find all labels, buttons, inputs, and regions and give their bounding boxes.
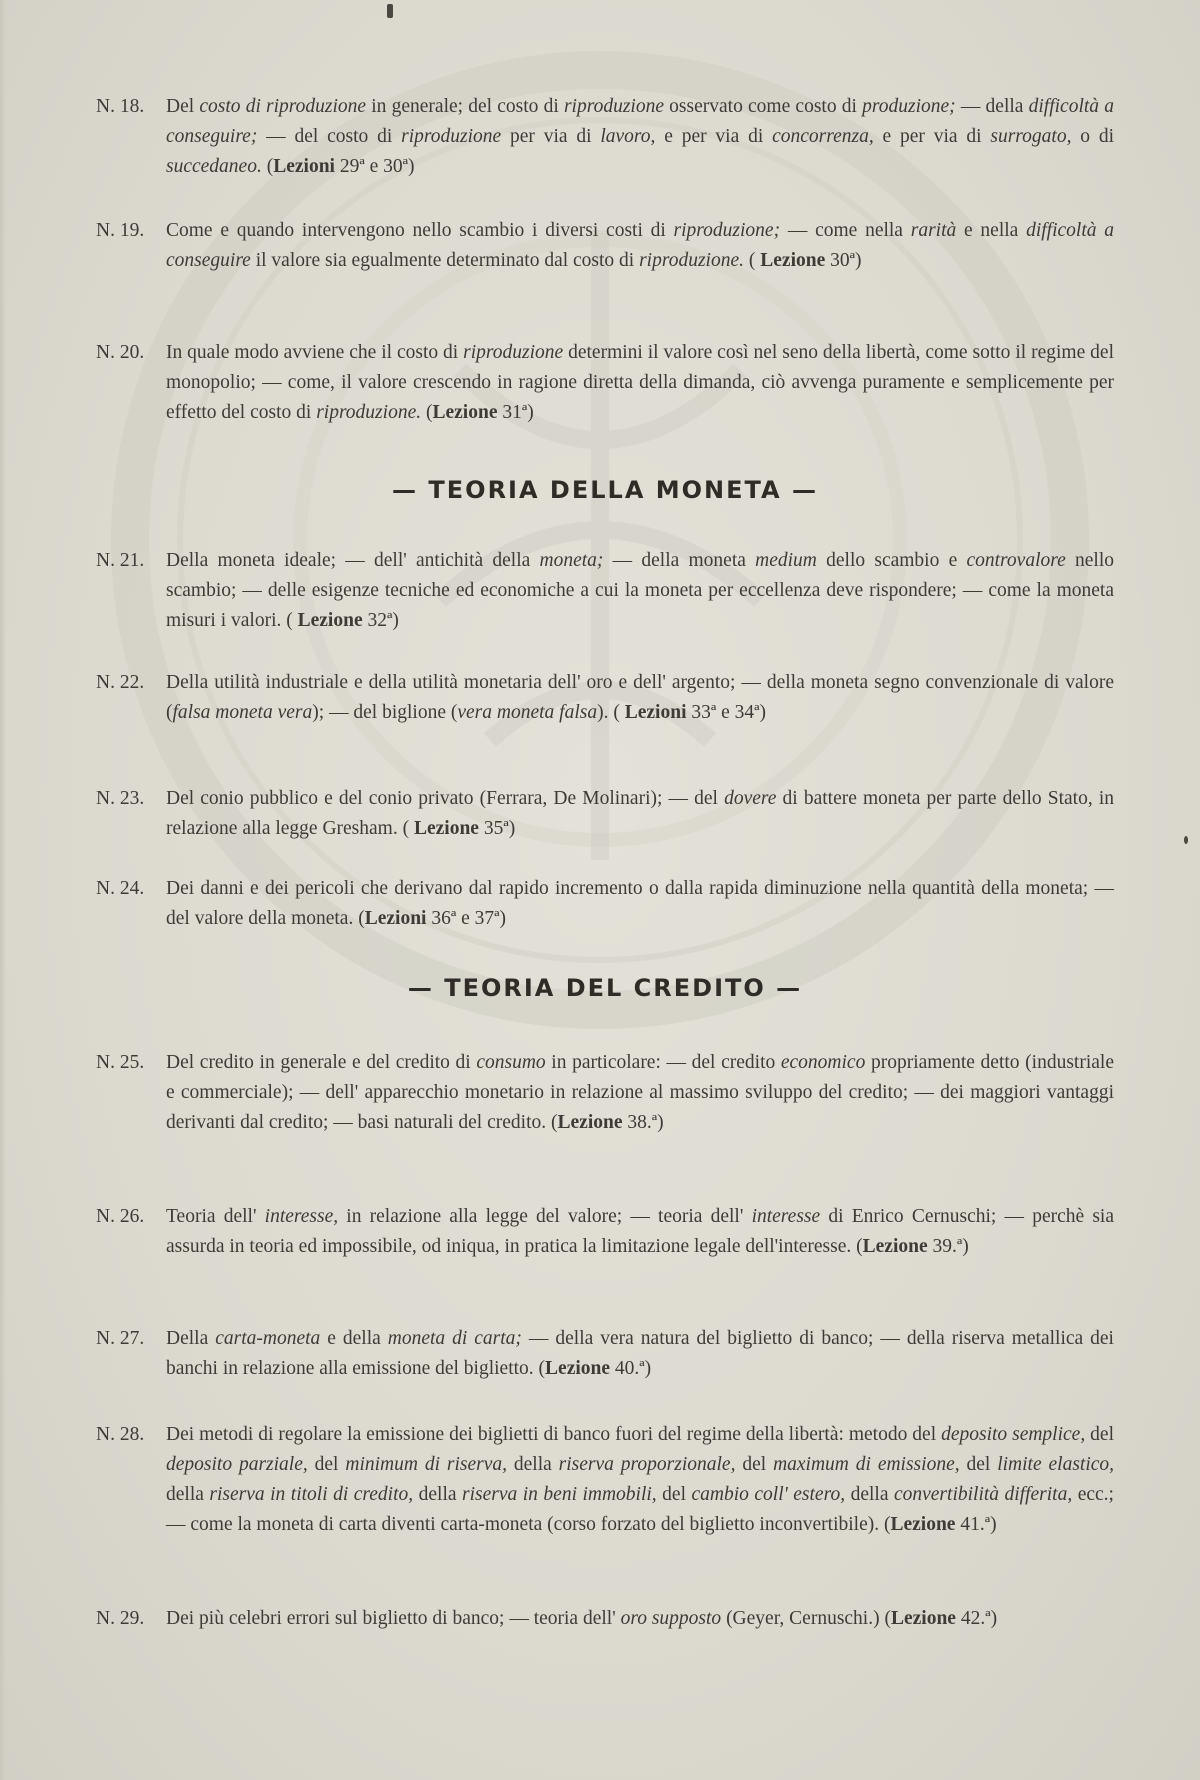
italic-run: riserva in beni immobili, (462, 1484, 657, 1505)
entry-number: N. 29. (96, 1608, 145, 1629)
entry-number: N. 20. (96, 342, 145, 363)
entry-24 (96, 874, 1114, 934)
italic-run: difficoltà a conseguire; (166, 96, 1114, 147)
text-run: nello scambio; — delle esigenze tecniche ed economiche a cui la moneta per eccellenza deve rispondere; — come la moneta misuri i valori. ( (166, 550, 1114, 631)
text-run: Dei più celebri errori sul biglietto di banco; — teoria dell' (166, 1608, 621, 1629)
italic-run: vera moneta falsa (457, 702, 598, 723)
text-run: Del (166, 96, 200, 117)
text-run: 29ª e 30ª) (334, 156, 415, 177)
text-run: della (845, 1484, 894, 1505)
italic-run: controvalore (966, 550, 1066, 571)
italic-run: cambio coll' estero, (691, 1484, 846, 1505)
entry-number: N. 18. (96, 96, 145, 117)
italic-run: minimum di riserva, (345, 1454, 507, 1475)
text-run: della (507, 1454, 559, 1475)
italic-run: riproduzione. (639, 250, 745, 271)
italic-run: interesse, (264, 1206, 339, 1227)
text-run: o di (1071, 126, 1115, 147)
entry-text (166, 1048, 1114, 1138)
entry-number: N. 21. (96, 550, 145, 571)
bold-run: Lezioni (273, 156, 335, 177)
text-run: (Geyer, Cernuschi.) ( (721, 1608, 891, 1629)
bold-run: Lezione (413, 818, 479, 839)
italic-run: maximum di emissione, (773, 1454, 960, 1475)
entry-text (166, 1604, 1114, 1634)
entry-28 (96, 1420, 1114, 1540)
italic-run: difficoltà a conseguire (166, 220, 1114, 271)
entry-text (166, 1202, 1114, 1262)
italic-run: deposito semplice, (941, 1424, 1086, 1445)
entry-26 (96, 1202, 1114, 1262)
italic-run: deposito parziale, (166, 1454, 308, 1475)
text-run: e nella (956, 220, 1027, 241)
text-run: del (307, 1454, 346, 1475)
text-run: Del credito in generale e del credito di (166, 1052, 477, 1073)
entry-text (166, 874, 1114, 934)
entry-text (166, 216, 1114, 276)
text-run: e della (320, 1328, 388, 1349)
entry-number: N. 28. (96, 1424, 145, 1445)
text-run: del (735, 1454, 774, 1475)
entry-29 (96, 1604, 1114, 1634)
italic-run: succedaneo. (166, 156, 262, 177)
italic-run: limite elastico, (997, 1454, 1115, 1475)
text-run: 42.ª) (955, 1608, 998, 1629)
italic-run: economico (780, 1052, 866, 1073)
italic-run: dovere (724, 788, 777, 809)
section-heading-moneta: — TEORIA DELLA MONETA — (392, 476, 818, 504)
entry-20 (96, 338, 1114, 428)
italic-run: riserva in titoli di credito, (209, 1484, 414, 1505)
text-run: 39.ª) (927, 1236, 969, 1257)
text-run: Dei danni e dei pericoli che derivano dal rapido incremento o dalla rapida diminuzione nella quantità della moneta; — del valore della moneta. ( (166, 878, 1114, 929)
entry-21 (96, 546, 1114, 636)
italic-run: moneta di carta; (387, 1328, 522, 1349)
ink-speck (1184, 836, 1188, 844)
bold-run: Lezione (557, 1112, 623, 1133)
text-run: — della moneta (603, 550, 756, 571)
text-run: ( (261, 156, 274, 177)
italic-run: falsa moneta vera (172, 702, 313, 723)
bold-run: Lezione (862, 1236, 928, 1257)
entry-text (166, 1324, 1114, 1384)
italic-run: riserva proporzionale, (558, 1454, 736, 1475)
text-run: Come e quando intervengono nello scambio i diversi costi di (166, 220, 674, 241)
entry-number: N. 24. (96, 878, 145, 899)
text-run: ( (421, 402, 433, 423)
text-run: della (166, 1484, 210, 1505)
text-run: ); — del biglione ( (312, 702, 458, 723)
italic-run: convertibilità differita, (893, 1484, 1073, 1505)
entry-27 (96, 1324, 1114, 1384)
italic-run: riproduzione; (673, 220, 781, 241)
entry-number: N. 26. (96, 1206, 145, 1227)
entry-number: N. 25. (96, 1052, 145, 1073)
section-heading-credito: — TEORIA DEL CREDITO — (407, 974, 803, 1002)
text-run: di Enrico Cernuschi; — perchè sia assurda in teoria ed impossibile, od iniqua, in pratica la limitazione legale dell'interesse. ( (166, 1206, 1115, 1257)
bold-run: Lezioni (624, 702, 687, 723)
text-run: 33ª e 34ª) (686, 702, 767, 723)
italic-run: riproduzione (563, 96, 664, 117)
text-run: 40.ª) (610, 1358, 652, 1379)
entry-number: N. 27. (96, 1328, 145, 1349)
italic-run: carta-moneta (215, 1328, 321, 1349)
entry-25 (96, 1048, 1114, 1138)
italic-run: costo di riproduzione (199, 96, 367, 117)
text-run: in generale; del costo di (366, 96, 564, 117)
entry-22 (96, 668, 1114, 728)
text-run: ). ( (597, 702, 625, 723)
text-run: determini il valore così nel seno della libertà, come sotto il regime del monopolio; — come, il valore crescendo in ragione diretta della dimanda, ciò avvenga puramente e semplicemente per effetto del costo di (166, 342, 1114, 423)
entry-18 (96, 92, 1114, 182)
bold-run: Lezione (760, 250, 826, 271)
entry-number: N. 22. (96, 672, 145, 693)
entry-text (166, 1420, 1114, 1540)
text-run: dello scambio e (816, 550, 967, 571)
ink-speck (387, 4, 393, 18)
entry-number: N. 19. (96, 220, 145, 241)
text-run: del (656, 1484, 692, 1505)
italic-run: surrogato, (990, 126, 1072, 147)
text-run: il valore sia egualmente determinato dal costo di (250, 250, 640, 271)
text-run: 38.ª) (622, 1112, 664, 1133)
text-run: della (413, 1484, 463, 1505)
text-run: osservato come costo di (664, 96, 863, 117)
italic-run: oro supposto (620, 1608, 722, 1629)
text-run: in particolare: — del credito (545, 1052, 781, 1073)
text-run: del (959, 1454, 998, 1475)
italic-run: consumo (476, 1052, 546, 1073)
italic-run: moneta; (539, 550, 604, 571)
text-run: Teoria dell' (166, 1206, 265, 1227)
bold-run: Lezione (890, 1608, 956, 1629)
italic-run: riproduzione (401, 126, 502, 147)
bold-run: Lezione (297, 610, 363, 631)
text-run: per via di (501, 126, 601, 147)
text-run: 41.ª) (955, 1514, 997, 1535)
text-run: — della (955, 96, 1029, 117)
text-run: propriamente detto (industriale e commerciale); — dell' apparecchio monetario in relazione al massimo sviluppo del credito; — dei maggiori vantaggi derivanti dal credito; — basi naturali del credito. ( (166, 1052, 1114, 1133)
entry-text (166, 92, 1114, 182)
italic-run: rarità (910, 220, 957, 241)
text-run: 31ª) (497, 402, 534, 423)
text-run: e per via di (655, 126, 773, 147)
text-run: Del conio pubblico e del conio privato (Ferrara, De Molinari); — del (166, 788, 725, 809)
entry-number: N. 23. (96, 788, 145, 809)
text-run: — come nella (780, 220, 911, 241)
text-run: 36ª e 37ª) (426, 908, 507, 929)
text-run: — del costo di (257, 126, 402, 147)
text-run: Della (166, 1328, 216, 1349)
text-run: — della vera natura del biglietto di banco; — della riserva metallica dei banchi in relazione alla emissione del biglietto. ( (166, 1328, 1114, 1379)
entry-23 (96, 784, 1114, 844)
text-run: di battere moneta per parte dello Stato, in relazione alla legge Gresham. ( (166, 788, 1114, 839)
text-run: 30ª) (825, 250, 862, 271)
text-run: Della utilità industriale e della utilità monetaria dell' oro e dell' argento; — della moneta segno convenzionale di valore ( (166, 672, 1114, 723)
text-run: del (1085, 1424, 1114, 1445)
italic-run: lavoro, (600, 126, 656, 147)
entry-text (166, 546, 1114, 636)
text-run: Dei metodi di regolare la emissione dei biglietti di banco fuori del regime della libertà: metodo del (166, 1424, 942, 1445)
italic-run: medium (755, 550, 817, 571)
entry-text (166, 338, 1114, 428)
italic-run: riproduzione (463, 342, 564, 363)
bold-run: Lezioni (364, 908, 427, 929)
bold-run: Lezione (545, 1358, 611, 1379)
entry-text (166, 668, 1114, 728)
text-run: 35ª) (478, 818, 516, 839)
entry-text (166, 784, 1114, 844)
text-run: ecc.; — come la moneta di carta diventi carta-moneta (corso forzato del biglietto inconvertibile). ( (166, 1484, 1114, 1535)
text-run: in relazione alla legge del valore; — teoria dell' (338, 1206, 752, 1227)
text-run: ( (744, 250, 761, 271)
italic-run: riproduzione. (316, 402, 422, 423)
italic-run: produzione; (862, 96, 956, 117)
bold-run: Lezione (432, 402, 498, 423)
text-run: In quale modo avviene che il costo di (166, 342, 464, 363)
text-run: Della moneta ideale; — dell' antichità della (166, 550, 540, 571)
entry-19 (96, 216, 1114, 276)
italic-run: interesse (751, 1206, 821, 1227)
bold-run: Lezione (890, 1514, 956, 1535)
text-run: e per via di (873, 126, 991, 147)
text-run: 32ª) (362, 610, 399, 631)
italic-run: concorrenza, (772, 126, 874, 147)
